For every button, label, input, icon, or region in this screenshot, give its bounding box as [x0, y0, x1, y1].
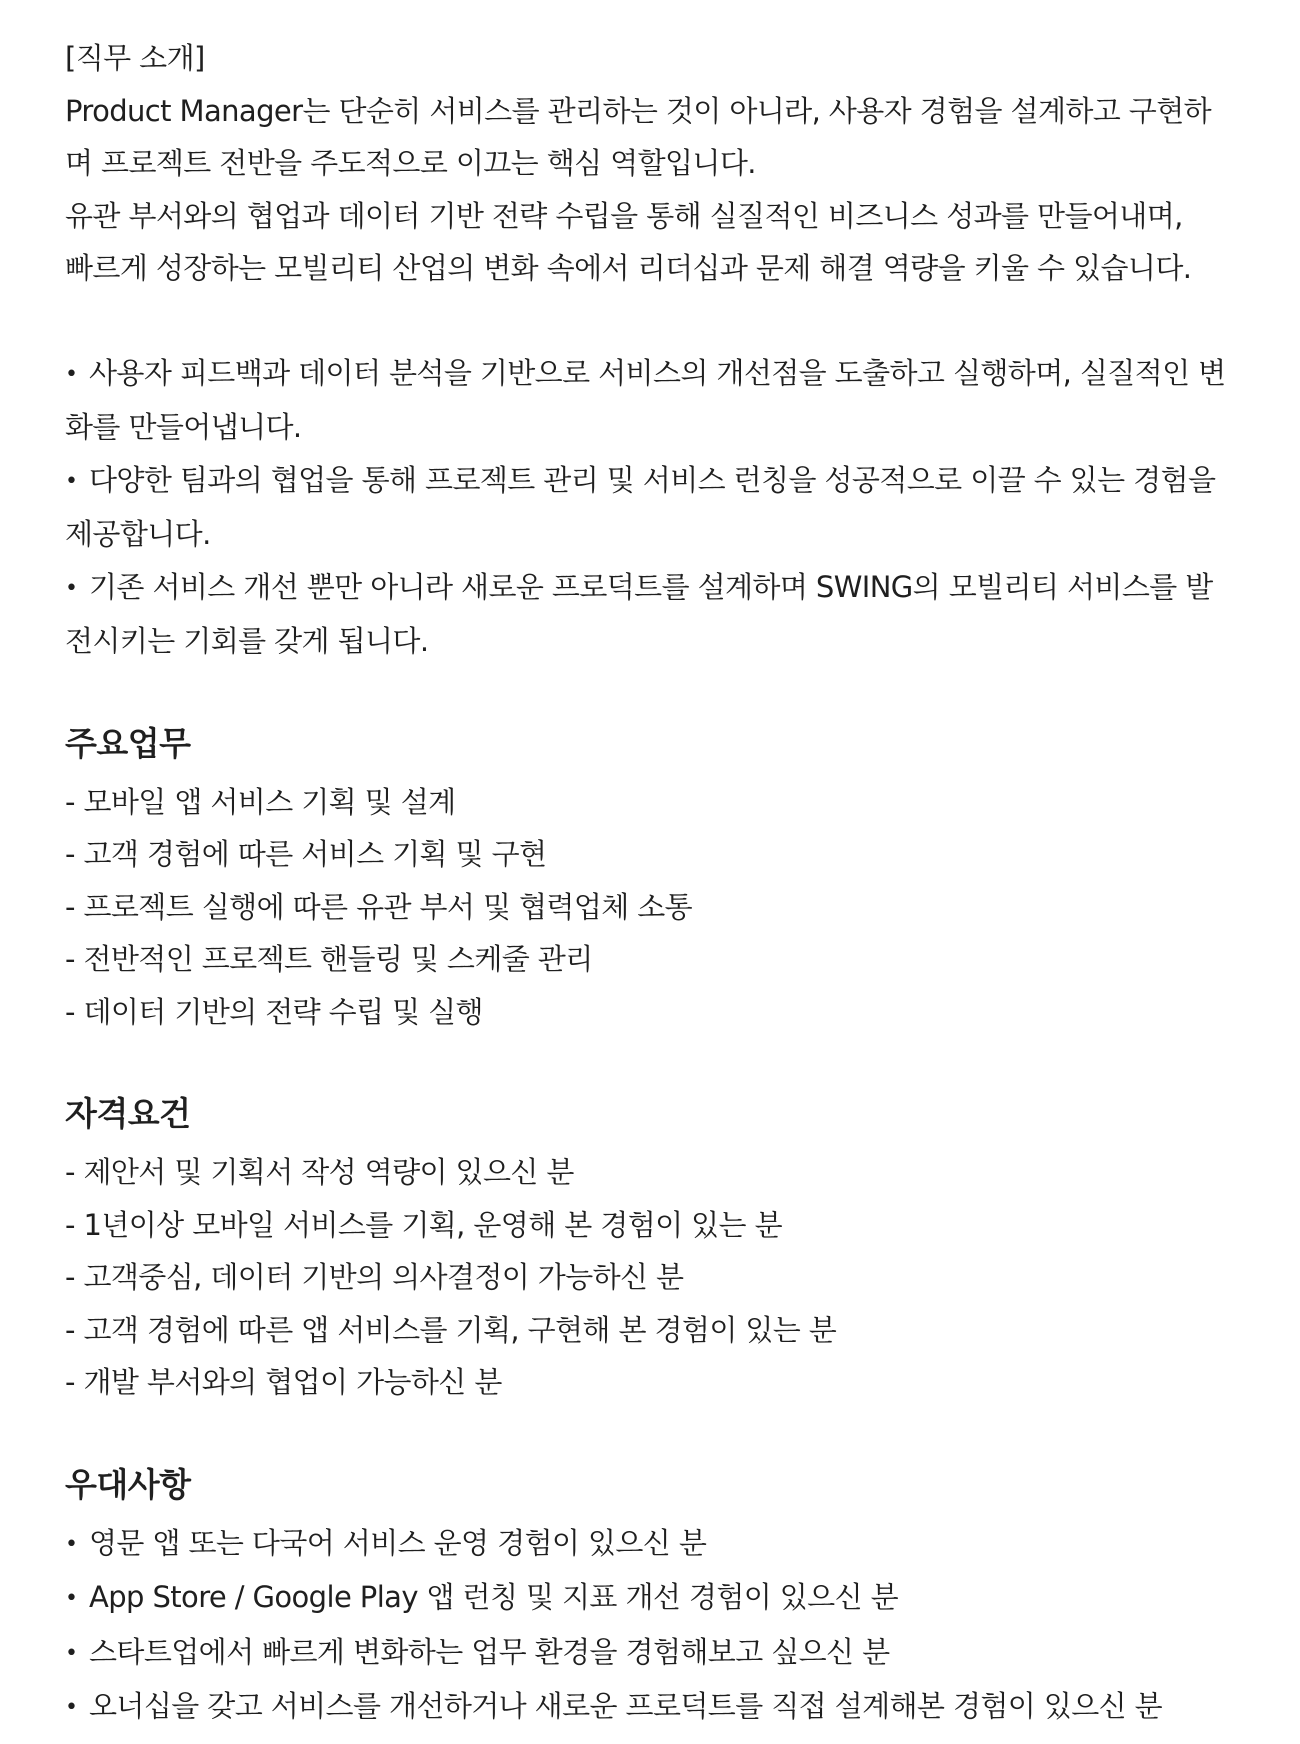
intro-line: Product Manager는 단순히 서비스를 관리하는 것이 아니라, 사용자 경험을 설계하고 구현하: [65, 93, 1212, 128]
intro-bullet-text: 다양한 팀과의 협업을 통해 프로젝트 관리 및 서비스 런칭을 성공적으로 이끌 수 있는 경험을: [89, 462, 1216, 497]
intro-bullet-continuation: 전시키는 기회를 갖게 됩니다.: [65, 624, 429, 658]
intro-bullet-text: 사용자 피드백과 데이터 분석을 기반으로 서비스의 개선점을 도출하고 실행하며, 실질적인 변: [89, 355, 1226, 390]
duties-item: - 전반적인 프로젝트 핸들링 및 스케줄 관리: [65, 942, 593, 976]
duties-item: - 데이터 기반의 전략 수립 및 실행: [65, 994, 483, 1029]
duties-item: - 프로젝트 실행에 따른 유관 부서 및 협력업체 소통: [65, 889, 693, 924]
duties-item: - 고객 경험에 따른 서비스 기획 및 구현: [65, 837, 547, 871]
intro-bullet-text: 기존 서비스 개선 뿐만 아니라 새로운 프로덕트를 설계하며 SWING의 모빌리티 서비스를 발: [89, 569, 1213, 604]
bullet-dot-icon: •: [65, 1586, 78, 1611]
preferred-title: 우대사항: [65, 1464, 191, 1504]
bullet-dot-icon: •: [65, 1695, 78, 1720]
intro-line: 며 프로젝트 전반을 주도적으로 이끄는 핵심 역할입니다.: [65, 146, 756, 180]
intro-bullet: [65, 561, 1235, 616]
preferred-item-text: 스타트업에서 빠르게 변화하는 업무 환경을 경험해보고 싶으신 분: [89, 1634, 890, 1669]
intro-bullet-continuation: 화를 만들어냅니다.: [65, 410, 302, 444]
preferred-item-text: 오너십을 갖고 서비스를 개선하거나 새로운 프로덕트를 직접 설계해본 경험이 있으신 분: [89, 1689, 1163, 1723]
preferred-item-text: 영문 앱 또는 다국어 서비스 운영 경험이 있으신 분: [89, 1525, 707, 1560]
bullet-dot-icon: •: [65, 361, 78, 387]
requirements-item: - 개발 부서와의 협업이 가능하신 분: [65, 1365, 502, 1399]
intro-heading: [직무 소개]: [65, 41, 205, 75]
duties-item: - 모바일 앱 서비스 기획 및 설계: [65, 784, 456, 819]
preferred-item: [65, 1517, 1235, 1572]
preferred-item: [65, 1680, 1235, 1735]
requirements-item: - 제안서 및 기획서 작성 역량이 있으신 분: [65, 1155, 574, 1189]
preferred-item: [65, 1626, 1235, 1681]
intro-bullet-continuation: 제공합니다.: [65, 517, 211, 551]
duties-title: 주요업무: [65, 723, 191, 763]
intro-bullet: [65, 454, 1235, 509]
requirements-item: - 1년이상 모바일 서비스를 기획, 운영해 본 경험이 있는 분: [65, 1207, 783, 1242]
spacer: [65, 295, 1235, 347]
preferred-item-text: App Store / Google Play 앱 런칭 및 지표 개선 경험이 있으신 분: [89, 1580, 899, 1614]
intro-bullet: [65, 347, 1235, 402]
requirements-item: - 고객 경험에 따른 앱 서비스를 기획, 구현해 본 경험이 있는 분: [65, 1312, 837, 1347]
bullet-dot-icon: •: [65, 468, 78, 494]
intro-line: 유관 부서와의 협업과 데이터 기반 전략 수립을 통해 실질적인 비즈니스 성과를 만들어내며,: [65, 198, 1183, 233]
intro-line: 빠르게 성장하는 모빌리티 산업의 변화 속에서 리더십과 문제 해결 역량을 키울 수 있습니다.: [65, 251, 1192, 285]
preferred-item: [65, 1571, 1235, 1626]
requirements-item: - 고객중심, 데이터 기반의 의사결정이 가능하신 분: [65, 1260, 684, 1294]
bullet-dot-icon: •: [65, 1531, 78, 1557]
requirements-title: 자격요건: [65, 1094, 191, 1133]
bullet-dot-icon: •: [65, 1640, 78, 1666]
bullet-dot-icon: •: [65, 575, 78, 601]
